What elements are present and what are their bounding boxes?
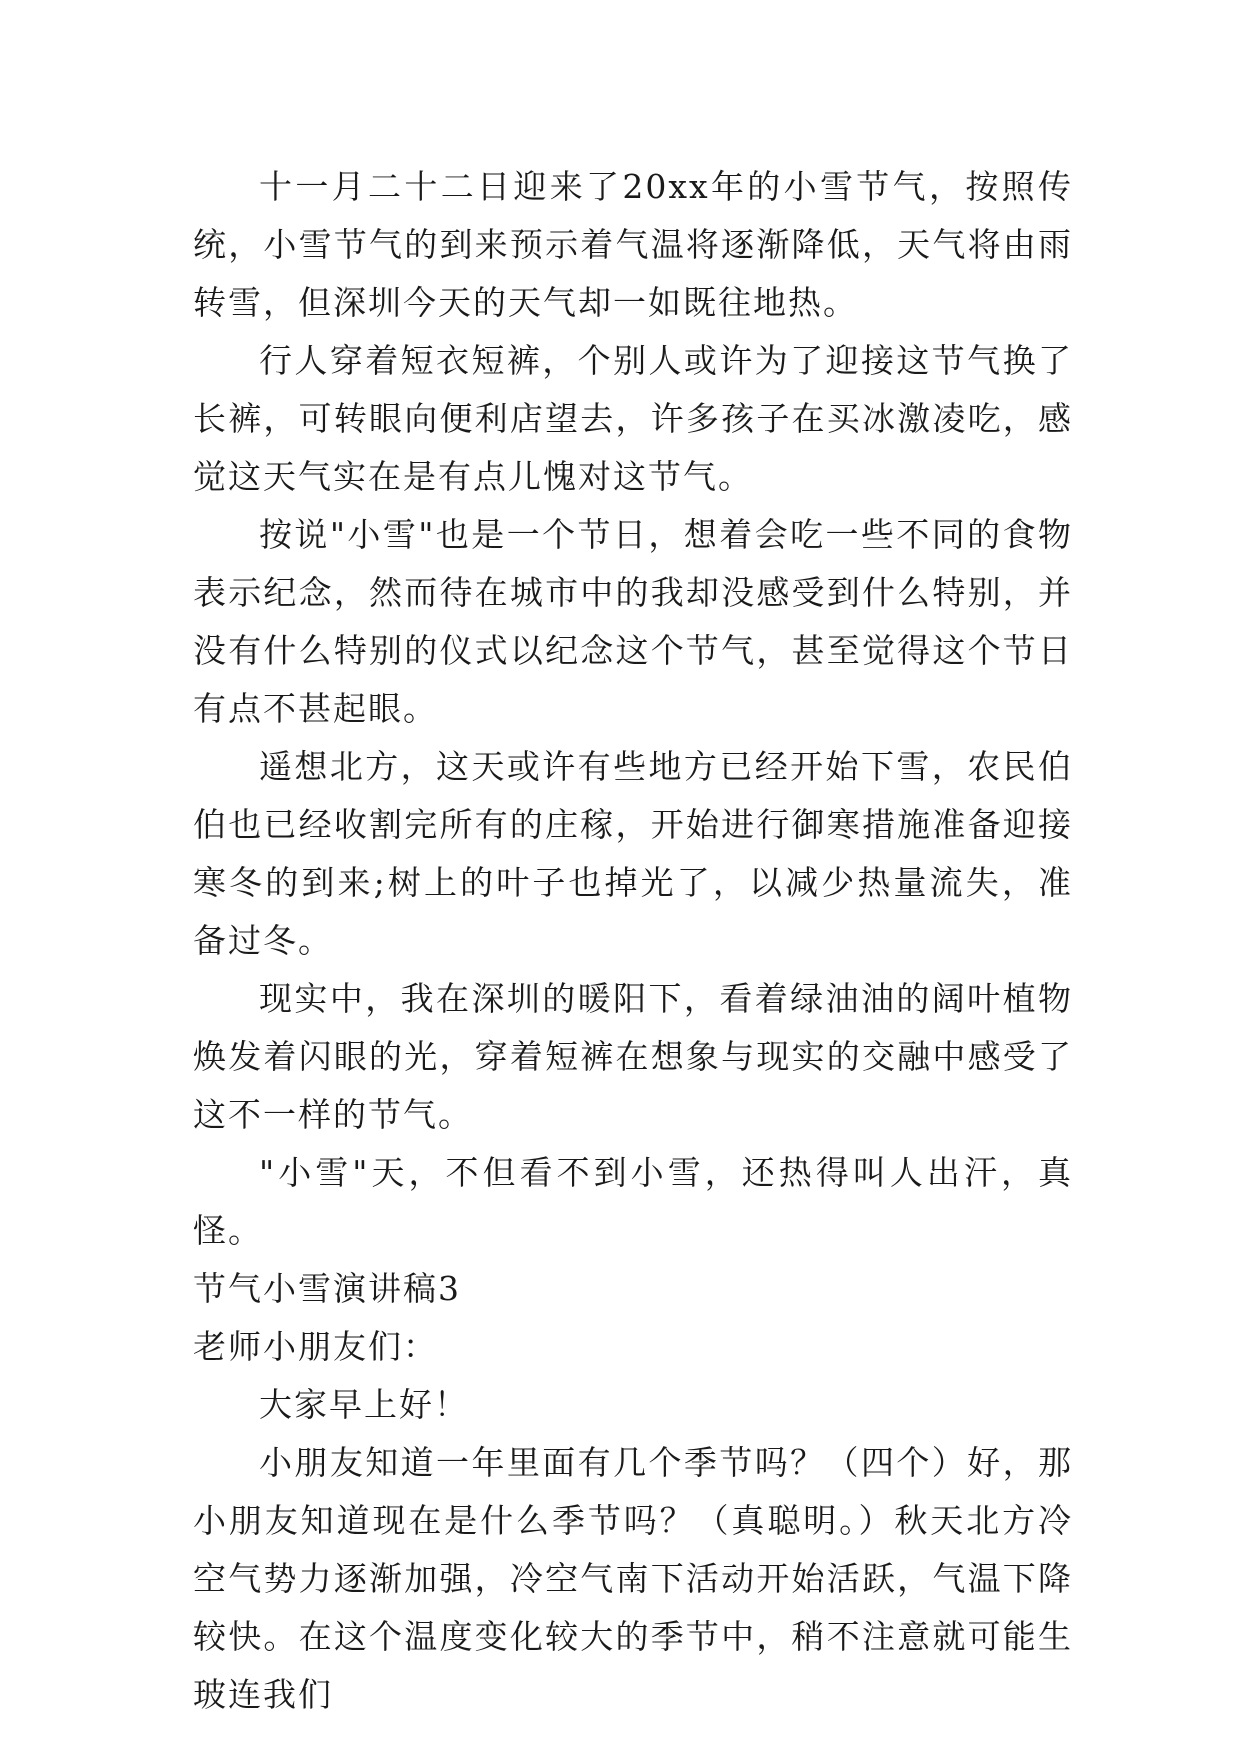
paragraph: 遥想北方，这天或许有些地方已经开始下雪，农民伯伯也已经收割完所有的庄稼，开始进行御寒措施准备迎接寒冬的到来;树上的叶子也掉光了，以减少热量流失，准备过冬。: [193, 747, 1073, 960]
greeting: 大家早上好！: [259, 1385, 469, 1424]
paragraph: 行人穿着短衣短裤，个别人或许为了迎接这节气换了长裤，可转眼向便利店望去，许多孩子在买冰激凌吃，感觉这天气实在是有点儿愧对这节气。: [193, 341, 1073, 496]
paragraph: 现实中，我在深圳的暖阳下，看着绿油油的阔叶植物焕发着闪眼的光，穿着短裤在想象与现实的交融中感受了这不一样的节气。: [193, 979, 1073, 1134]
paragraph: 按说"小雪"也是一个节日，想着会吃一些不同的食物表示纪念，然而待在城市中的我却没感受到什么特别，并没有什么特别的仪式以纪念这个节气，甚至觉得这个节日有点不甚起眼。: [193, 515, 1073, 728]
paragraph: 十一月二十二日迎来了20xx年的小雪节气，按照传统，小雪节气的到来预示着气温将逐渐降低，天气将由雨转雪，但深圳今天的天气却一如既往地热。: [193, 167, 1073, 322]
salutation: 老师小朋友们：: [193, 1327, 438, 1366]
paragraph: "小雪"天，不但看不到小雪，还热得叫人出汗，真怪。: [193, 1153, 1073, 1250]
paragraph: 小朋友知道一年里面有几个季节吗？（四个）好，那小朋友知道现在是什么季节吗？（真聪明。）秋天北方冷空气势力逐渐加强，冷空气南下活动开始活跃，气温下降较快。在这个温度变化较大的季节中，稍不注意就可能生玻连我们: [193, 1443, 1073, 1714]
document-body: [193, 158, 1073, 1724]
section-title: 节气小雪演讲稿3: [193, 1269, 461, 1308]
